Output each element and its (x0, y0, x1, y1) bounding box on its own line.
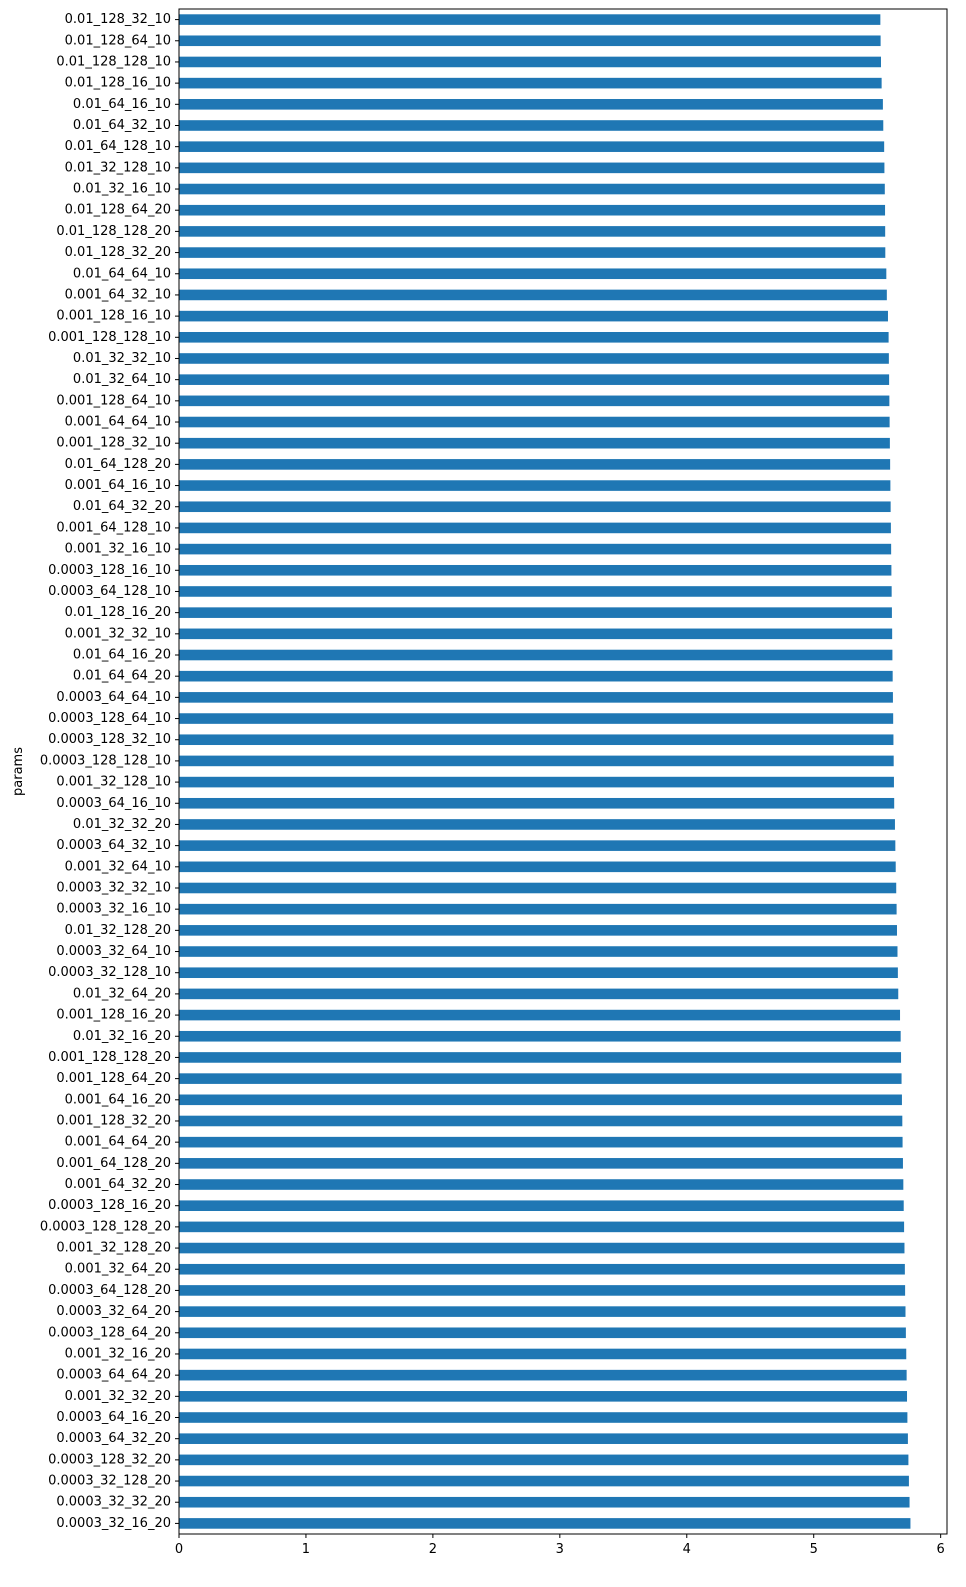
bar (179, 1412, 907, 1423)
bar (179, 374, 889, 385)
bar (179, 734, 893, 745)
bar (179, 290, 887, 301)
bar (179, 607, 892, 618)
x-ticks-group (175, 1534, 945, 1557)
bar (179, 1200, 904, 1211)
bar (179, 777, 894, 788)
y-tick-label: 0.01_128_128_10 (56, 54, 171, 70)
bar (179, 565, 891, 576)
bar (179, 163, 884, 174)
bar (179, 883, 896, 894)
plot-area-frame (179, 9, 947, 1534)
bar (179, 1264, 905, 1275)
bar (179, 925, 897, 936)
y-tick-label: 0.001_128_16_10 (56, 308, 171, 324)
bar (179, 417, 890, 428)
bar (179, 120, 883, 131)
y-tick-label: 0.001_128_64_10 (56, 393, 171, 409)
y-tick-label: 0.001_32_64_10 (64, 859, 171, 875)
y-tick-label: 0.0003_64_16_10 (56, 795, 171, 811)
y-tick-label: 0.001_64_32_10 (64, 287, 171, 303)
bar (179, 14, 880, 25)
bar (179, 1031, 901, 1042)
bar (179, 1052, 901, 1063)
x-tick-label: 1 (301, 1542, 311, 1557)
y-tick-label: 0.0003_32_64_10 (56, 944, 171, 960)
y-tick-label: 0.0003_64_128_20 (48, 1282, 171, 1298)
bar (179, 311, 888, 322)
y-tick-label: 0.001_32_64_20 (64, 1261, 171, 1277)
bar (179, 1095, 902, 1106)
y-tick-label: 0.001_64_16_10 (64, 478, 171, 494)
y-tick-label: 0.001_128_16_20 (56, 1007, 171, 1023)
bars-group (179, 14, 910, 1528)
y-tick-label: 0.001_64_64_20 (64, 1134, 171, 1150)
bar (179, 1433, 908, 1444)
bar (179, 523, 891, 534)
bar (179, 1349, 906, 1360)
y-tick-label: 0.0003_128_64_10 (48, 711, 171, 727)
bar (179, 78, 882, 89)
bar (179, 57, 881, 68)
y-tick-label: 0.0003_64_128_10 (48, 583, 171, 599)
y-tick-label: 0.01_64_32_20 (72, 499, 171, 515)
bar (179, 1306, 905, 1317)
y-tick-label: 0.0003_32_16_20 (56, 1515, 171, 1531)
y-tick-label: 0.01_64_128_20 (64, 456, 171, 472)
bar (179, 141, 884, 152)
y-tick-label: 0.0003_128_64_20 (48, 1325, 171, 1341)
y-tick-label: 0.0003_128_128_20 (39, 1219, 171, 1235)
y-tick-label: 0.01_32_128_20 (64, 922, 171, 938)
y-tick-label: 0.0003_64_32_10 (56, 838, 171, 854)
bar (179, 1010, 900, 1021)
bar (179, 480, 890, 491)
bar (179, 840, 895, 851)
bar (179, 35, 881, 46)
y-tick-label: 0.0003_64_32_20 (56, 1431, 171, 1447)
bar (179, 1137, 903, 1148)
y-tick-label: 0.001_32_16_20 (64, 1346, 171, 1362)
bar (179, 205, 885, 216)
y-tick-label: 0.01_32_128_10 (64, 160, 171, 176)
x-tick-label: 6 (936, 1542, 945, 1557)
y-tick-label: 0.001_64_16_20 (64, 1092, 171, 1108)
bar (179, 692, 893, 703)
y-tick-label: 0.01_32_16_10 (72, 181, 171, 197)
y-axis-label: params (11, 747, 26, 796)
y-tick-label: 0.0003_32_128_20 (48, 1473, 171, 1489)
bar (179, 1116, 902, 1127)
bar (179, 967, 898, 978)
y-tick-label: 0.01_64_128_10 (64, 139, 171, 155)
y-tick-label: 0.001_128_32_10 (56, 435, 171, 451)
y-tick-label: 0.001_128_32_20 (56, 1113, 171, 1129)
y-tick-label: 0.001_64_128_20 (56, 1155, 171, 1171)
x-tick-label: 0 (174, 1542, 184, 1557)
bar (179, 353, 889, 364)
bar (179, 1518, 910, 1529)
bar (179, 184, 885, 195)
y-tick-label: 0.0003_64_64_20 (56, 1367, 171, 1383)
y-tick-label: 0.01_64_64_20 (72, 668, 171, 684)
y-tick-label: 0.001_64_128_10 (56, 520, 171, 536)
y-tick-label: 0.01_128_32_20 (64, 245, 171, 261)
y-tick-label: 0.01_64_64_10 (72, 266, 171, 282)
bar (179, 396, 889, 407)
x-tick-label: 2 (428, 1542, 438, 1557)
bar (179, 438, 890, 449)
y-tick-label: 0.01_32_64_20 (72, 986, 171, 1002)
bar (179, 629, 892, 640)
bar (179, 1158, 903, 1169)
bar (179, 247, 885, 258)
y-tick-label: 0.01_128_16_20 (64, 605, 171, 621)
y-tick-label: 0.01_128_16_10 (64, 75, 171, 91)
bar (179, 1073, 902, 1084)
y-tick-label: 0.0003_128_16_10 (48, 562, 171, 578)
bar (179, 798, 894, 809)
y-tick-label: 0.01_128_32_10 (64, 12, 171, 28)
y-tick-label: 0.0003_32_16_10 (56, 901, 171, 917)
y-tick-label: 0.001_128_64_20 (56, 1071, 171, 1087)
bar (179, 1497, 910, 1508)
y-tick-label: 0.0003_128_32_10 (48, 732, 171, 748)
bar (179, 1391, 907, 1402)
bar (179, 756, 894, 767)
x-tick-label: 5 (809, 1542, 818, 1557)
y-tick-label: 0.01_128_64_20 (64, 202, 171, 218)
y-tick-label: 0.01_128_128_20 (56, 223, 171, 239)
bar (179, 904, 897, 915)
x-tick-label: 3 (555, 1542, 564, 1557)
y-tick-label: 0.0003_32_64_20 (56, 1304, 171, 1320)
y-tick-label: 0.001_64_64_10 (64, 414, 171, 430)
bar (179, 1243, 904, 1254)
y-tick-label: 0.001_128_128_10 (48, 329, 171, 345)
y-tick-labels-group (40, 12, 179, 1531)
y-tick-label: 0.001_32_32_10 (64, 626, 171, 642)
bar (179, 459, 890, 470)
bar (179, 989, 898, 1000)
bar (179, 713, 893, 724)
y-tick-label: 0.0003_32_128_10 (48, 965, 171, 981)
y-tick-label: 0.0003_32_32_10 (56, 880, 171, 896)
bar (179, 332, 889, 343)
y-tick-label: 0.01_128_64_10 (64, 33, 171, 49)
bar (179, 819, 895, 830)
bar (179, 862, 896, 873)
y-tick-label: 0.01_64_32_10 (72, 117, 171, 133)
bar (179, 1222, 904, 1233)
bar (179, 1370, 907, 1381)
y-tick-label: 0.0003_128_16_20 (48, 1198, 171, 1214)
y-tick-label: 0.001_32_16_10 (64, 541, 171, 557)
y-tick-label: 0.001_32_128_20 (56, 1240, 171, 1256)
y-tick-label: 0.001_32_32_20 (64, 1388, 171, 1404)
y-tick-label: 0.01_32_32_20 (72, 816, 171, 832)
bar (179, 1327, 906, 1338)
y-tick-label: 0.0003_32_32_20 (56, 1494, 171, 1510)
y-tick-label: 0.01_32_16_20 (72, 1028, 171, 1044)
y-tick-label: 0.001_32_128_10 (56, 774, 171, 790)
y-tick-label: 0.01_32_32_10 (72, 350, 171, 366)
bar (179, 650, 892, 661)
bar (179, 671, 893, 682)
bar (179, 1179, 903, 1190)
bar (179, 586, 892, 597)
bar (179, 1455, 908, 1466)
y-tick-label: 0.0003_64_64_10 (56, 689, 171, 705)
y-tick-label: 0.01_32_64_10 (72, 372, 171, 388)
bar (179, 268, 886, 279)
bar (179, 946, 897, 957)
x-tick-label: 4 (682, 1542, 691, 1557)
bar (179, 1476, 909, 1487)
bar (179, 501, 891, 512)
y-tick-label: 0.01_64_16_10 (72, 96, 171, 112)
y-tick-label: 0.001_64_32_20 (64, 1177, 171, 1193)
y-tick-label: 0.0003_128_128_10 (39, 753, 171, 769)
y-tick-label: 0.0003_64_16_20 (56, 1410, 171, 1426)
bar (179, 99, 883, 110)
bar (179, 226, 885, 237)
y-tick-label: 0.01_64_16_20 (72, 647, 171, 663)
bar (179, 1285, 905, 1296)
y-tick-label: 0.0003_128_32_20 (48, 1452, 171, 1468)
bar (179, 544, 891, 555)
y-tick-label: 0.001_128_128_20 (48, 1049, 171, 1065)
